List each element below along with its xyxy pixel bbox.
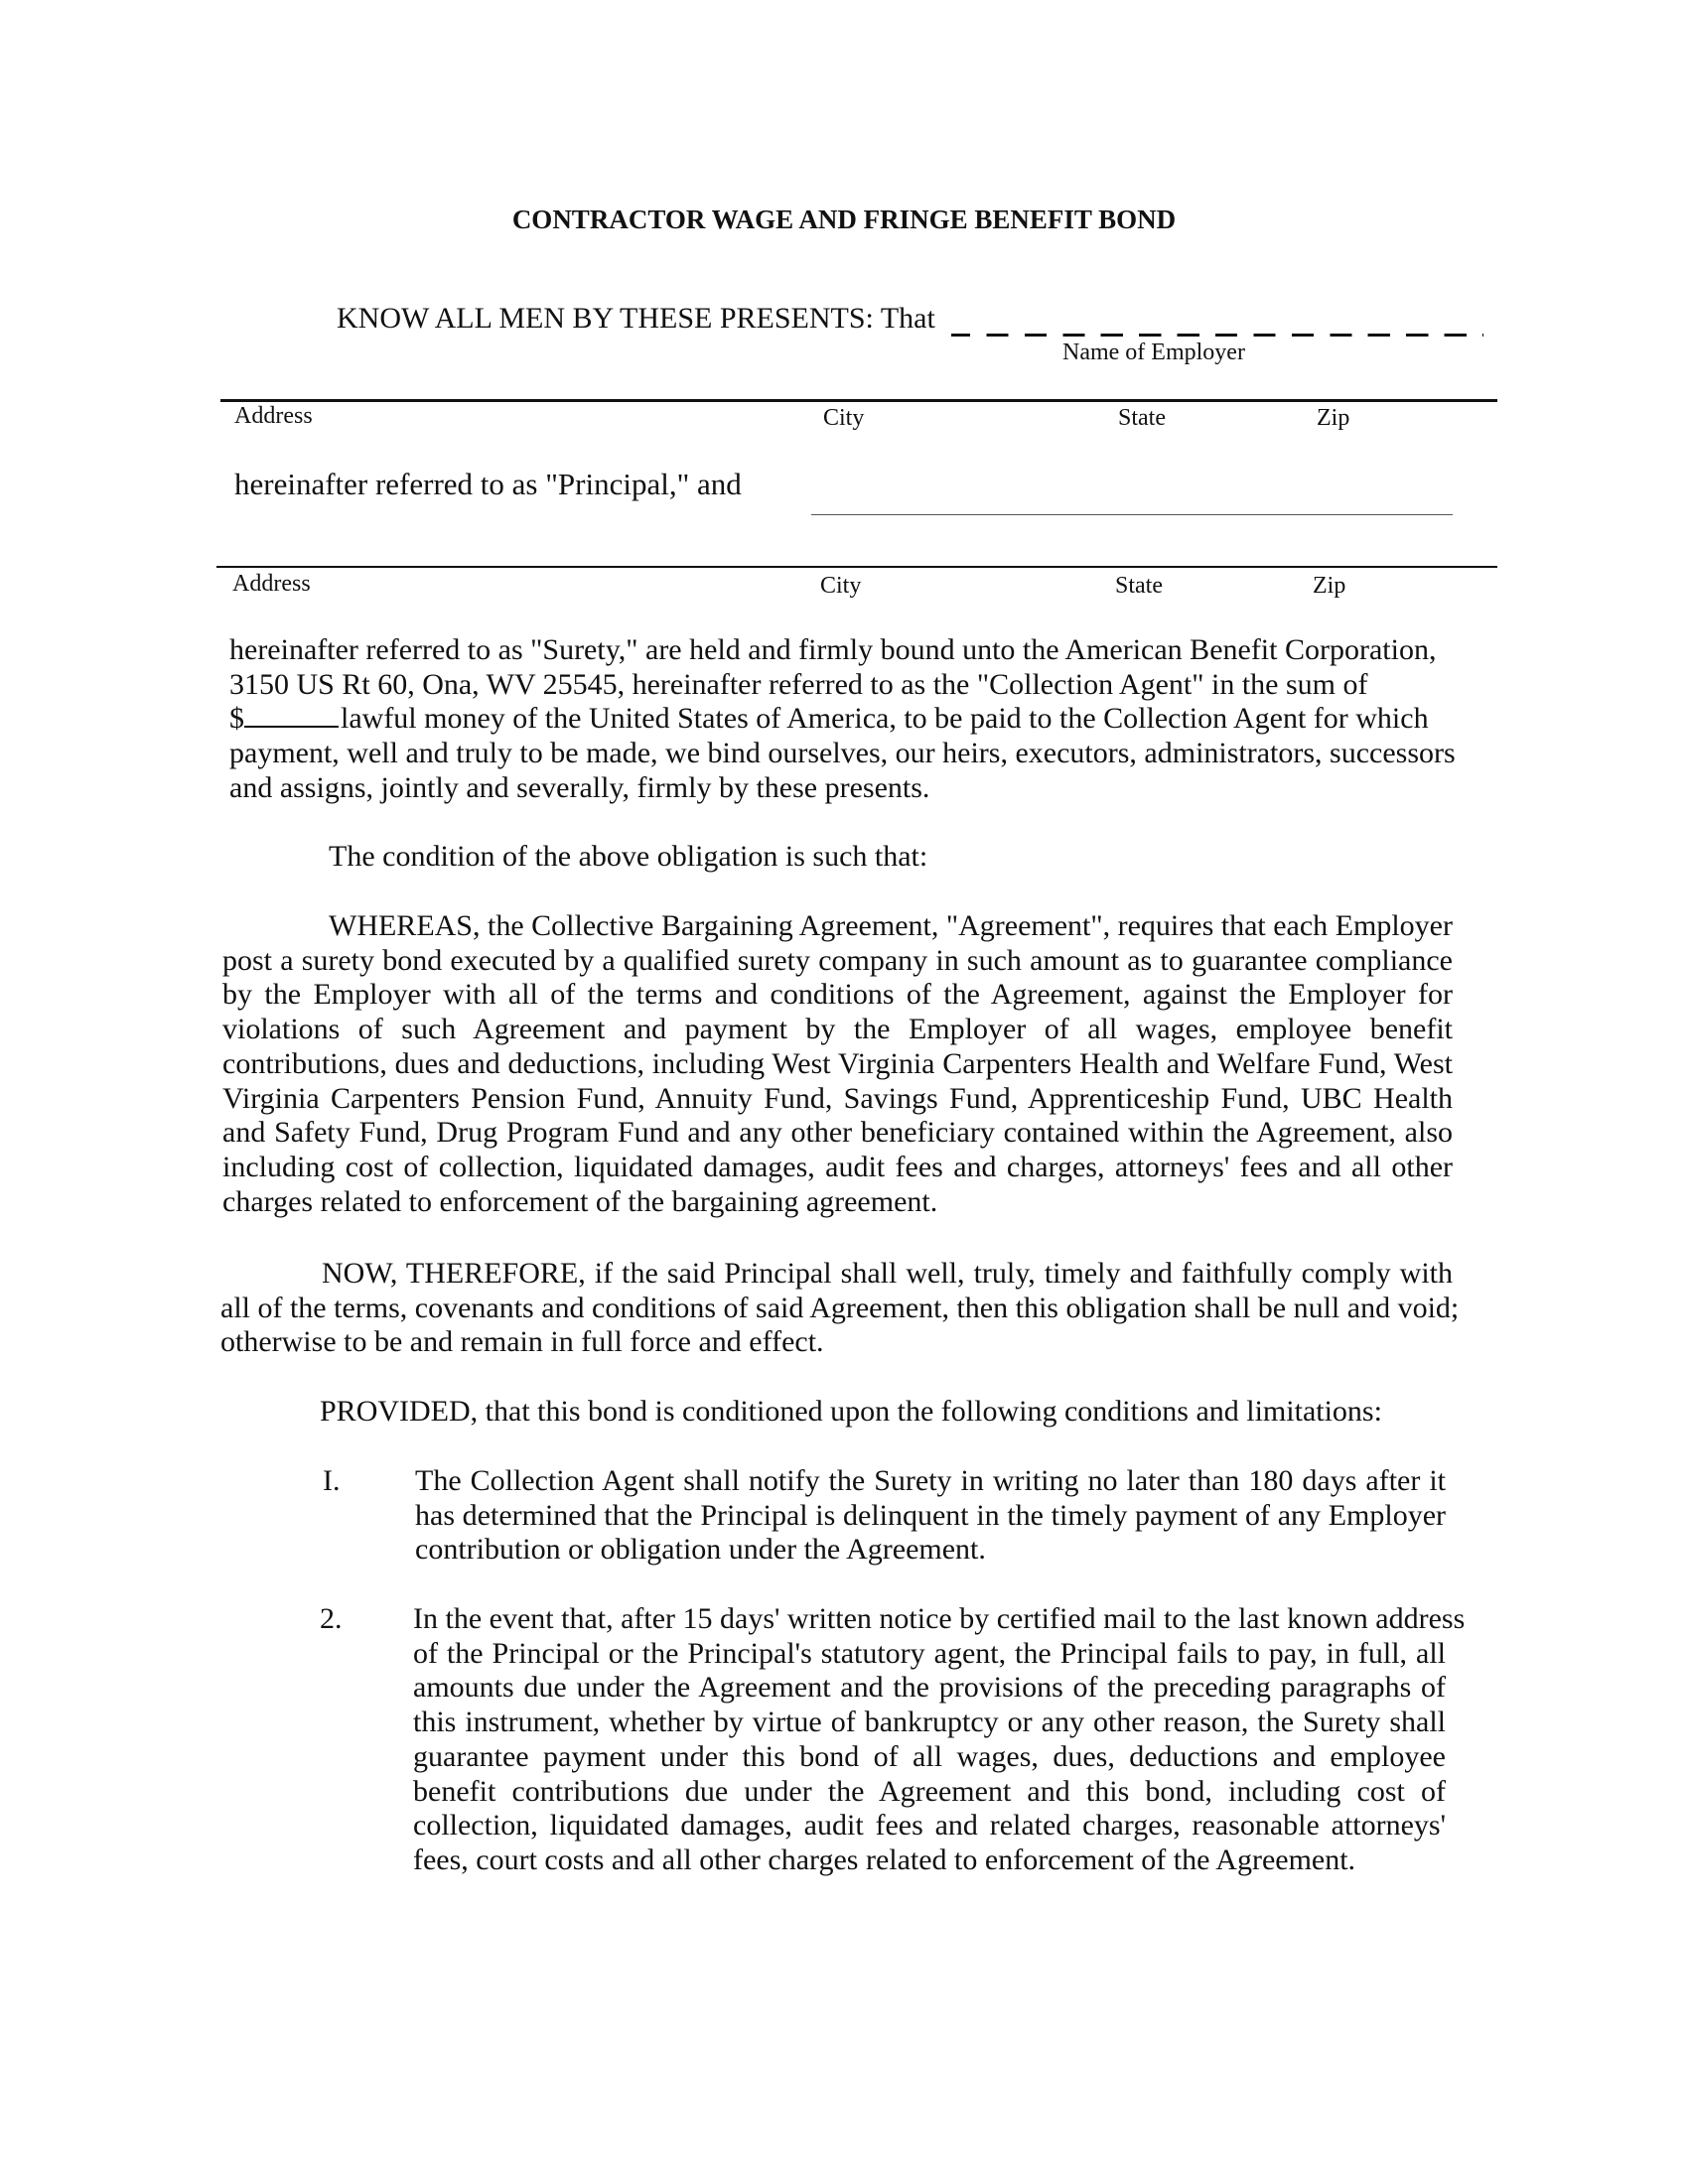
surety-city-label: City <box>820 573 862 599</box>
surety-paragraph <box>229 633 1461 806</box>
paragraph-line: NOW, THEREFORE, if the said Principal shall well, truly, timely and faithfully comply with <box>322 1257 1453 1290</box>
principal-zip-label: Zip <box>1317 405 1350 431</box>
condition-intro: The condition of the above obligation is such that: <box>329 840 928 873</box>
paragraph-line: The Collection Agent shall notify the Surety in writing no later than 180 days after it <box>415 1464 1446 1497</box>
paragraph-line-text: lawful money of the United States of America, to be paid to the Collection Agent for which <box>341 702 1429 736</box>
paragraph-line: otherwise to be and remain in full force and effect. <box>220 1325 824 1359</box>
paragraph-line: In the event that, after 15 days' written notice by certified mail to the last known address <box>413 1602 1466 1635</box>
paragraph-line: by the Employer with all of the terms and conditions of the Agreement, against the Employer for <box>222 978 1453 1012</box>
surety-address-line[interactable] <box>216 566 1497 568</box>
paragraph-line: has determined that the Principal is delinquent in the timely payment of any Employer <box>415 1498 1446 1532</box>
surety-state-label: State <box>1115 573 1163 599</box>
condition-1-number: I. <box>323 1464 341 1497</box>
surety-address-label: Address <box>232 571 311 597</box>
paragraph-line: including cost of collection, liquidated damages, audit fees and charges, attorneys' fees and all other <box>222 1150 1453 1183</box>
paragraph-line: contribution or obligation under the Agreement. <box>415 1533 986 1567</box>
paragraph-line: benefit contributions due under the Agreement and this bond, including cost of <box>413 1774 1446 1808</box>
paragraph-line: of the Principal or the Principal's statutory agent, the Principal fails to pay, in full, all <box>413 1636 1446 1670</box>
bond-amount-blank[interactable] <box>244 702 339 728</box>
condition-2-text <box>413 1602 1466 1878</box>
paragraph-line: WHEREAS, the Collective Bargaining Agreement, "Agreement", requires that each Employer <box>329 909 1453 942</box>
surety-name-blank[interactable] <box>811 514 1453 515</box>
paragraph-line: and assigns, jointly and severally, firmly by these presents. <box>229 770 930 804</box>
paragraph-line: guarantee payment under this bond of all wages, dues, deductions and employee <box>413 1739 1446 1773</box>
paragraph-line: and Safety Fund, Drug Program Fund and any other beneficiary contained within the Agreement, also <box>222 1116 1453 1150</box>
paragraph-line: payment, well and truly to be made, we bind ourselves, our heirs, executors, administrators, successors <box>229 737 1456 770</box>
now-therefore-paragraph <box>220 1257 1460 1360</box>
principal-address-label: Address <box>234 403 313 429</box>
provided-text: PROVIDED, that this bond is conditioned upon the following conditions and limitations: <box>320 1395 1382 1428</box>
paragraph-line: Virginia Carpenters Pension Fund, Annuity Fund, Savings Fund, Apprenticeship Fund, UBC Health <box>222 1081 1453 1115</box>
paragraph-line: amounts due under the Agreement and the provisions of the preceding paragraphs of <box>413 1671 1446 1705</box>
paragraph-line: contributions, dues and deductions, including West Virginia Carpenters Health and Welfare Fund, West <box>222 1046 1453 1080</box>
know-all-men-text: KNOW ALL MEN BY THESE PRESENTS: That <box>337 302 935 335</box>
principal-text: hereinafter referred to as "Principal," and <box>234 467 742 501</box>
paragraph-line: hereinafter referred to as "Surety," are held and firmly bound unto the American Benefit Corporation, <box>229 633 1437 666</box>
paragraph-line: collection, liquidated damages, audit fees and related charges, reasonable attorneys' <box>413 1809 1446 1843</box>
principal-city-label: City <box>823 405 865 431</box>
paragraph-line: this instrument, whether by virtue of bankruptcy or any other reason, the Surety shall <box>413 1706 1446 1739</box>
name-of-employer-label: Name of Employer <box>1062 340 1245 365</box>
document-title: CONTRACTOR WAGE AND FRINGE BENEFIT BOND <box>511 205 1177 234</box>
dollar-sign: $ <box>229 702 244 736</box>
paragraph-line: all of the terms, covenants and conditions of said Agreement, then this obligation shall be null and void; <box>220 1291 1460 1324</box>
paragraph-line: charges related to enforcement of the bargaining agreement. <box>222 1184 938 1218</box>
principal-address-line[interactable] <box>220 399 1497 402</box>
paragraph-line: 3150 US Rt 60, Ona, WV 25545, hereinafter referred to as the "Collection Agent" in the sum of <box>229 667 1368 701</box>
paragraph-line: post a surety bond executed by a qualified surety company in such amount as to guarantee compliance <box>222 943 1453 977</box>
paragraph-line: violations of such Agreement and payment by the Employer of all wages, employee benefit <box>222 1013 1453 1046</box>
whereas-paragraph <box>222 909 1453 1219</box>
condition-2-number: 2. <box>320 1602 343 1635</box>
employer-name-blank[interactable] <box>951 334 1483 337</box>
paragraph-line: fees, court costs and all other charges related to enforcement of the Agreement. <box>413 1843 1356 1876</box>
surety-zip-label: Zip <box>1313 573 1346 599</box>
principal-state-label: State <box>1118 405 1166 431</box>
condition-1-text <box>415 1464 1446 1568</box>
paragraph-line <box>229 702 1461 737</box>
